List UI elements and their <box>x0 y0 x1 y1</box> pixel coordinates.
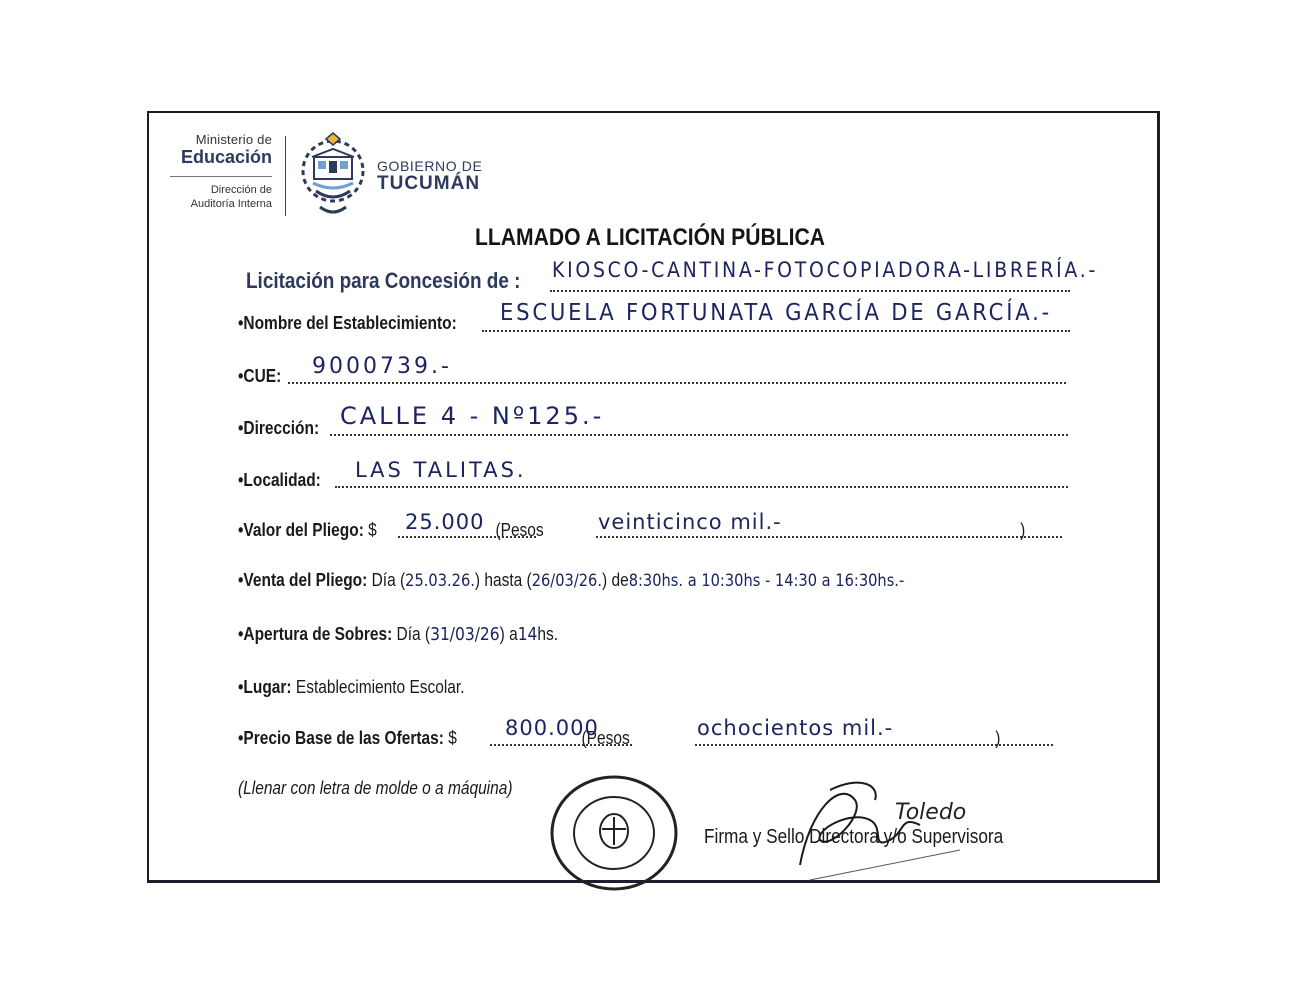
valor-words[interactable]: veinticinco mil.- <box>598 510 782 534</box>
apertura-hour[interactable]: 14 <box>517 624 538 645</box>
direccion-label: •Dirección: <box>238 418 320 438</box>
ministry-line1: Ministerio de <box>195 132 272 147</box>
localidad-label: •Localidad: <box>238 470 321 490</box>
venta-date1[interactable]: 25.03.26. <box>405 571 475 591</box>
establecimiento-label: •Nombre del Establecimiento: <box>238 313 457 333</box>
valor-pesos-open: (Pesos <box>495 520 544 540</box>
valor-prefix: $ <box>368 520 377 540</box>
licitacion-value[interactable]: KIOSCO-CANTINA-FOTOCOPIADORA-LIBRERÍA.- <box>552 258 1098 282</box>
venta-time1[interactable]: 8:30 <box>628 571 662 591</box>
valor-words-dots <box>596 536 1062 538</box>
tucuman-crest-icon <box>298 131 368 221</box>
gov-line2: TUCUMÁN <box>377 173 481 194</box>
precio-pesos-open: (Pesos <box>581 728 630 748</box>
apertura-text3: hs. <box>537 624 559 644</box>
precio-words-dots <box>695 744 1053 746</box>
licitacion-dots <box>550 290 1070 292</box>
apertura-label: •Apertura de Sobres: <box>238 624 393 644</box>
header-divider <box>285 136 286 216</box>
venta-row <box>238 570 904 591</box>
cue-label: •CUE: <box>238 366 282 386</box>
cue-value[interactable]: 9000739.- <box>312 354 452 379</box>
venta-text1: Día ( <box>367 570 406 590</box>
ministry-line2: Educación <box>180 147 272 167</box>
lugar-label: •Lugar: <box>238 677 292 697</box>
venta-times[interactable]: hs. a 10:30hs - 14:30 a 16:30hs.- <box>661 571 905 591</box>
precio-words[interactable]: ochocientos mil.- <box>697 716 894 740</box>
licitacion-label: Licitación para Concesión de : <box>246 268 521 293</box>
ministry-separator <box>170 176 272 177</box>
ministry-logo <box>160 132 272 211</box>
valor-amount-dots <box>398 536 536 538</box>
precio-amount[interactable]: 800.000 <box>505 716 599 740</box>
lugar-value: Establecimiento Escolar. <box>291 677 465 697</box>
page-title: LLAMADO A LICITACIÓN PÚBLICA <box>474 224 825 251</box>
precio-prefix: $ <box>448 728 457 748</box>
apertura-text2: ) a <box>499 624 518 644</box>
signature-label: Firma y Sello Directora y/o Supervisora <box>704 826 1004 848</box>
lugar-row <box>238 677 465 698</box>
apertura-row <box>238 624 558 645</box>
gov-line1: GOBIERNO DE <box>377 158 483 174</box>
ministry-line4: Auditoría Interna <box>190 198 272 210</box>
venta-text3: ) de <box>602 570 629 590</box>
direccion-dots <box>330 434 1068 436</box>
precio-amount-dots <box>490 744 632 746</box>
direccion-value[interactable]: CALLE 4 - Nº125.- <box>340 402 605 430</box>
venta-date2[interactable]: 26/03/26. <box>531 571 603 591</box>
venta-label: •Venta del Pliego: <box>238 570 368 590</box>
localidad-dots <box>335 486 1068 488</box>
fill-instructions: (Llenar con letra de molde o a máquina) <box>238 778 513 798</box>
government-logo <box>377 158 482 195</box>
venta-text2: ) hasta ( <box>474 570 532 590</box>
establecimiento-dots <box>482 330 1070 332</box>
apertura-date[interactable]: 31/03/26 <box>430 624 500 645</box>
signature-name: Toledo <box>895 800 967 825</box>
localidad-value[interactable]: LAS TALITAS. <box>355 458 527 482</box>
school-seal-icon <box>547 773 681 893</box>
apertura-text1: Día ( <box>392 624 431 644</box>
valor-amount[interactable]: 25.000 <box>405 510 485 534</box>
ministry-line3: Dirección de <box>210 184 272 196</box>
valor-close: ) <box>1020 520 1026 540</box>
cue-dots <box>288 382 1066 384</box>
valor-label: •Valor del Pliego: <box>238 520 364 540</box>
precio-close: ) <box>995 728 1001 748</box>
establecimiento-value[interactable]: ESCUELA FORTUNATA GARCÍA DE GARCÍA.- <box>500 300 1052 326</box>
precio-label: •Precio Base de las Ofertas: <box>238 728 444 748</box>
